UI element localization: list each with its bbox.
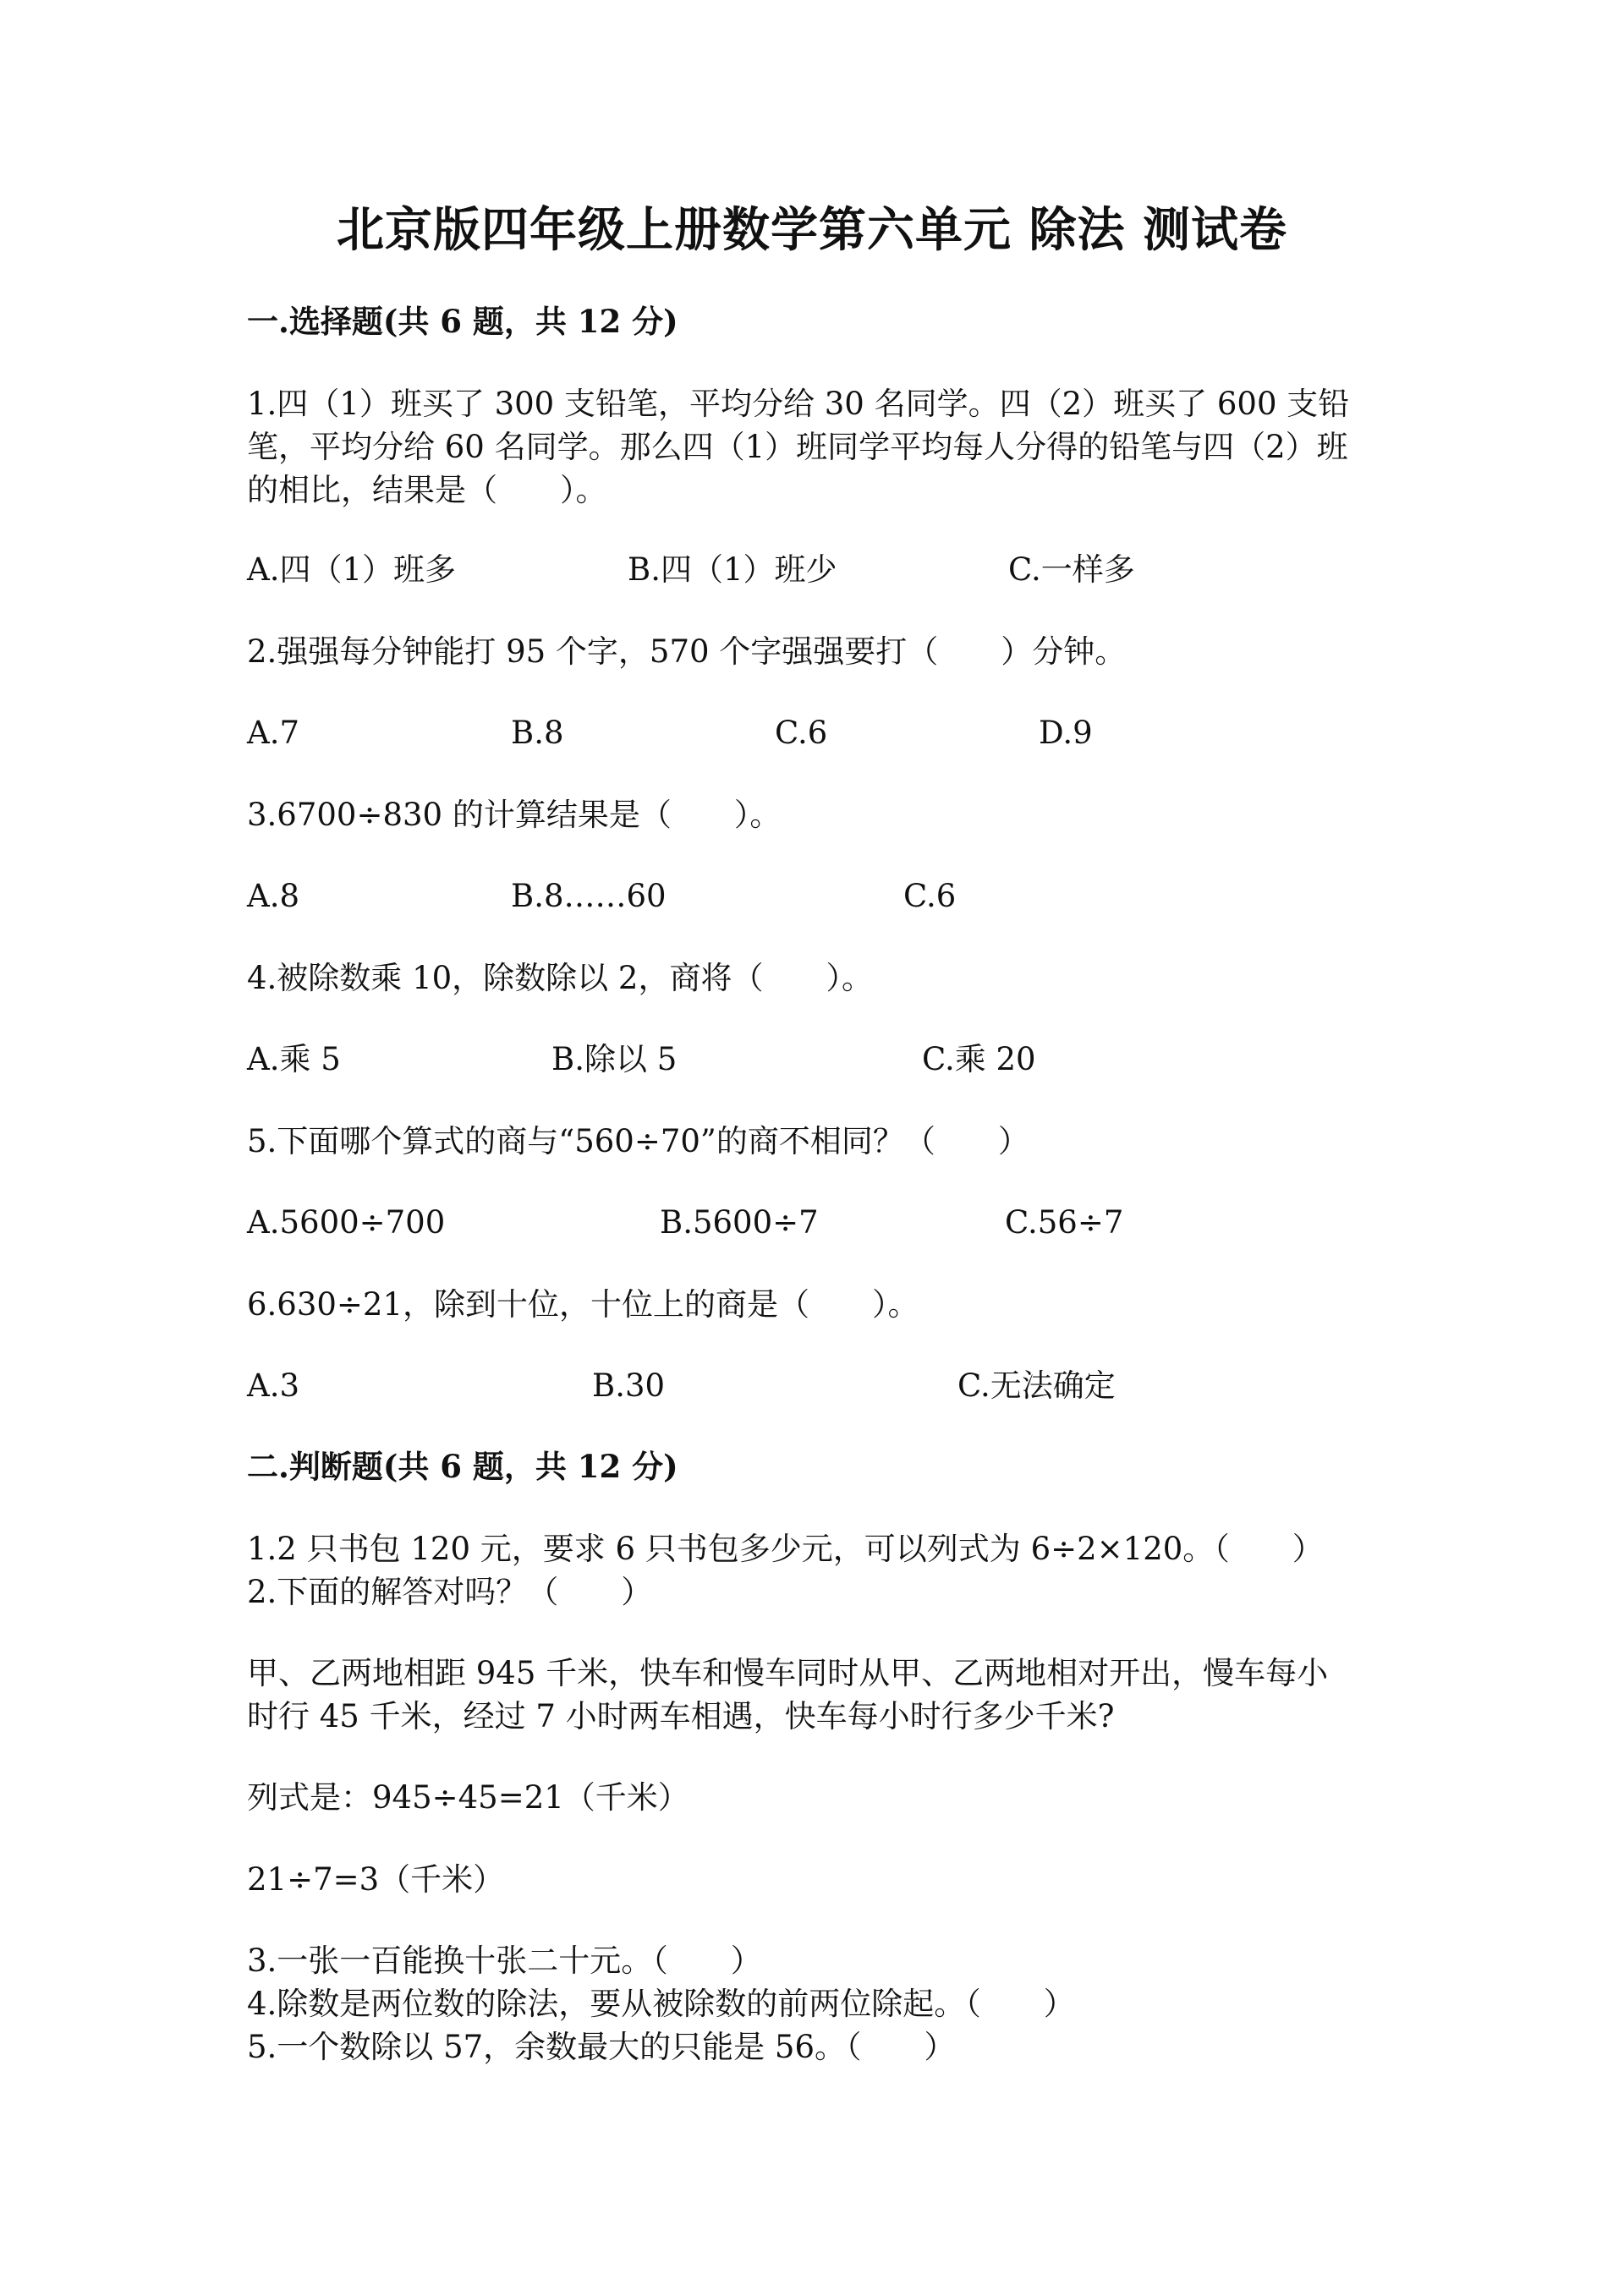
question-2-option-b: B.8 [511,715,564,751]
question-5-line-1: 5.下面哪个算式的商与“560÷70”的商不相同？（ ） [247,1123,1029,1159]
question-1-line-1: 1.四（1）班买了 300 支铅笔，平均分给 30 名同学。四（2）班买了 600 支铅 [247,386,1350,422]
question-1-line-2: 笔，平均分给 60 名同学。那么四（1）班同学平均每人分得的铅笔与四（2）班 [247,429,1348,465]
question-5-option-c: C.56÷7 [1005,1204,1124,1241]
section-heading-judgement: 二.判断题(共 6 题，共 12 分) [247,1448,678,1485]
question-5-option-b: B.5600÷7 [660,1204,819,1241]
question-3-line-1: 3.6700÷830 的计算结果是（ ）。 [247,797,782,833]
question-5-option-a: A.5600÷700 [247,1204,446,1241]
question-4-option-a: A.乘 5 [247,1041,341,1077]
question-6-line-1: 6.630÷21，除到十位，十位上的商是（ ）。 [247,1286,919,1323]
judgement-3: 3.一张一百能换十张二十元。（ ） [247,1943,762,1979]
judgement-2-problem-line-1: 甲、乙两地相距 945 千米，快车和慢车同时从甲、乙两地相对开出，慢车每小 [247,1655,1329,1691]
judgement-2-formula-2: 21÷7=3（千米） [247,1861,505,1898]
question-6-option-a: A.3 [247,1367,300,1404]
question-2-line-1: 2.强强每分钟能打 95 个字，570 个字强强要打（ ）分钟。 [247,633,1127,670]
question-6-option-c: C.无法确定 [957,1367,1116,1404]
judgement-2-problem-line-2: 时行 45 千米，经过 7 小时两车相遇，快车每小时行多少千米? [247,1698,1115,1734]
question-2-option-d: D.9 [1039,715,1093,751]
question-4-option-c: C.乘 20 [922,1041,1036,1077]
question-6-option-b: B.30 [592,1367,666,1404]
page-title: 北京版四年级上册数学第六单元 除法 测试卷 [337,202,1287,258]
judgement-5: 5.一个数除以 57，余数最大的只能是 56。（ ） [247,2029,956,2065]
question-4-option-b: B.除以 5 [551,1041,678,1077]
question-2-option-c: C.6 [775,715,828,751]
question-1-option-c: C.一样多 [1008,551,1135,588]
judgement-2: 2.下面的解答对吗？（ ） [247,1574,653,1610]
judgement-4: 4.除数是两位数的除法，要从被除数的前两位除起。（ ） [247,1986,1075,2022]
question-2-option-a: A.7 [247,715,300,751]
question-1-option-a: A.四（1）班多 [247,551,457,588]
question-1-line-3: 的相比，结果是（ ）。 [247,472,607,508]
judgement-2-formula-1: 列式是：945÷45=21（千米） [247,1779,689,1816]
judgement-1: 1.2 只书包 120 元，要求 6 只书包多少元，可以列式为 6÷2×120。（ ） [247,1531,1324,1567]
question-4-line-1: 4.被除数乘 10，除数除以 2，商将（ ）。 [247,960,873,996]
question-1-option-b: B.四（1）班少 [628,551,837,588]
question-3-option-a: A.8 [247,878,300,914]
question-3-option-b: B.8……60 [511,878,667,914]
section-heading-choice: 一.选择题(共 6 题，共 12 分) [247,303,678,340]
question-3-option-c: C.6 [903,878,957,914]
